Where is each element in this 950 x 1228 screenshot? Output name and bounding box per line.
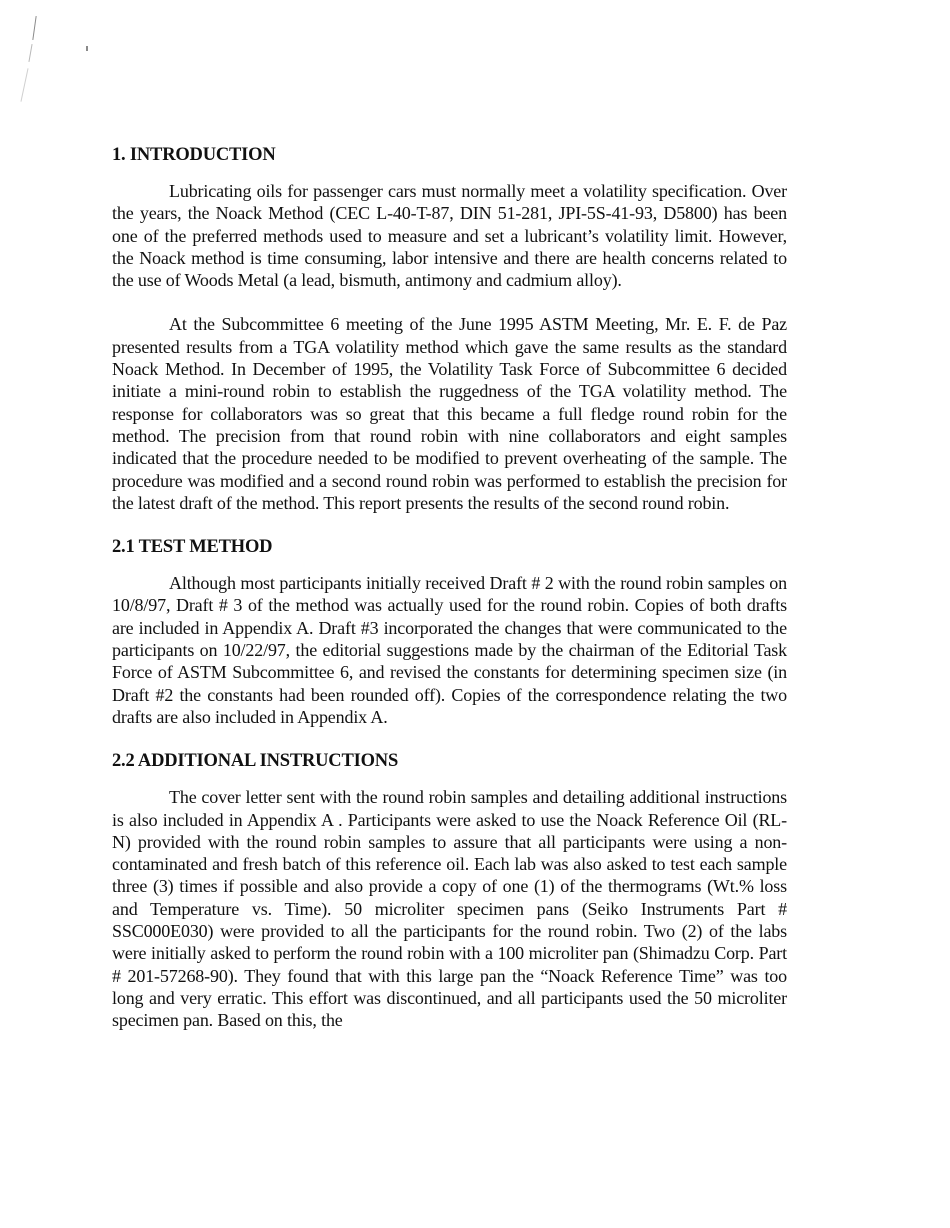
document-page	[112, 144, 787, 1032]
intro-paragraph-2: At the Subcommittee 6 meeting of the June 1995 ASTM Meeting, Mr. E. F. de Paz presented results from a TGA volatility method which gave the same results as the standard Noack Method. In December of 1995, the Volatility Task Force of Subcommittee 6 decided initiate a mini-round robin to establish the ruggedness of the TGA volatility method. The response for collaborators was so great that this became a full fledge round robin for the method. The precision from that round robin with nine collaborators and eight samples indicated that the procedure needed to be modified to prevent overheating of the sample. The procedure was modified and a second round robin was performed to establish the precision for the latest draft of the method. This report presents the results of the second round robin.	[112, 314, 787, 513]
section-heading-test-method: 2.1 TEST METHOD	[112, 537, 273, 558]
scan-artifact	[20, 68, 28, 101]
scan-artifact	[86, 46, 88, 51]
section-heading-introduction: 1. INTRODUCTION	[112, 145, 276, 165]
intro-paragraph-1: Lubricating oils for passenger cars must normally meet a volatility specification. Over the years, the Noack Method (CEC L-40-T-87, DIN 51-281, JPI-5S-41-93, D5800) has been one of the preferred methods used to measure and set a lubricant’s volatility limit. However, the Noack method is time consuming, labor intensive and there are health concerns related to the use of Woods Metal (a lead, bismuth, antimony and cadmium alloy).	[112, 181, 787, 291]
section-heading-additional-instructions: 2.2 ADDITIONAL INSTRUCTIONS	[112, 751, 399, 772]
scan-artifact	[28, 44, 32, 62]
test-method-paragraph: Although most participants initially received Draft # 2 with the round robin samples on 10/8/97, Draft # 3 of the method was actually used for the round robin. Copies of both drafts are included in Appendix A. Draft #3 incorporated the changes that were communicated to the participants on 10/22/97, the editorial suggestions made by the chairman of the Editorial Task Force of ASTM Subcommittee 6, and revised the constants for determining specimen size (in Draft #2 the constants had been rounded off). Copies of the correspondence relating the two drafts are also included in Appendix A.	[112, 573, 787, 727]
additional-instructions-paragraph: The cover letter sent with the round robin samples and detailing additional instructions is also included in Appendix A . Participants were asked to use the Noack Reference Oil (RL-N) provided with the round robin samples to assure that all participants were using a non-contaminated and fresh batch of this reference oil. Each lab was also asked to test each sample three (3) times if possible and also provide a copy of one (1) of the thermograms (Wt.% loss and Temperature vs. Time). 50 microliter specimen pans (Seiko Instruments Part # SSC000E030) were provided to all the participants for the round robin. Two (2) of the labs were initially asked to perform the round robin with a 100 microliter pan (Shimadzu Corp. Part # 201-57268-90). They found that with this large pan the “Noack Reference Time” was too long and very erratic. This effort was discontinued, and all participants used the 50 microliter specimen pan. Based on this, the	[112, 787, 787, 1031]
scan-artifact	[32, 16, 36, 40]
